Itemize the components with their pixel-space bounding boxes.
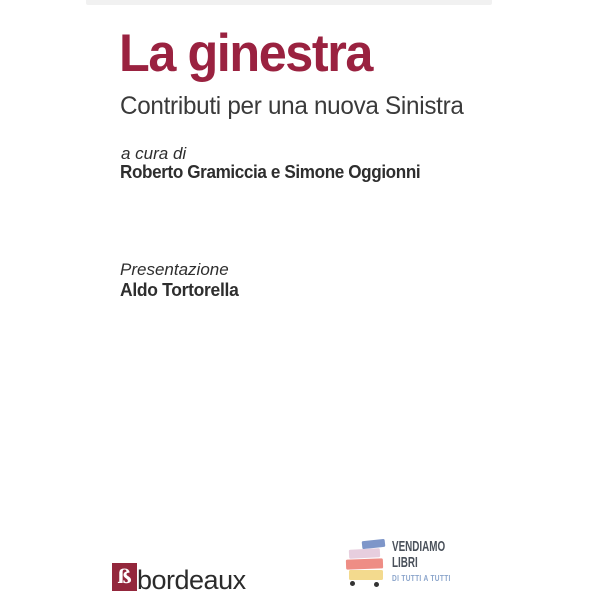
cover-top-edge xyxy=(86,0,492,5)
book-spine-yellow xyxy=(349,570,383,580)
seller-name-line2: LIBRI xyxy=(392,555,418,571)
book-spine-salmon xyxy=(346,558,383,569)
cart-wheel-icon xyxy=(374,582,379,587)
bordeaux-logo-icon xyxy=(112,563,137,591)
curators-names: Roberto Gramiccia e Simone Oggionni xyxy=(120,162,421,182)
book-title: La ginestra xyxy=(119,24,372,83)
book-subtitle: Contributi per una nuova Sinistra xyxy=(120,92,464,120)
seller-name-line1: VENDIAMO xyxy=(392,539,446,555)
publisher-wordmark: bordeaux xyxy=(137,565,246,595)
presenter-name: Aldo Tortorella xyxy=(120,280,239,300)
book-spine-lavender xyxy=(349,548,380,559)
presentation-label: Presentazione xyxy=(120,260,229,279)
cart-wheel-icon xyxy=(350,581,355,586)
seller-tagline: DI TUTTI A TUTTI xyxy=(392,574,451,583)
curator-label: a cura di xyxy=(121,144,187,163)
bordeaux-monogram-icon: ß xyxy=(117,565,132,588)
